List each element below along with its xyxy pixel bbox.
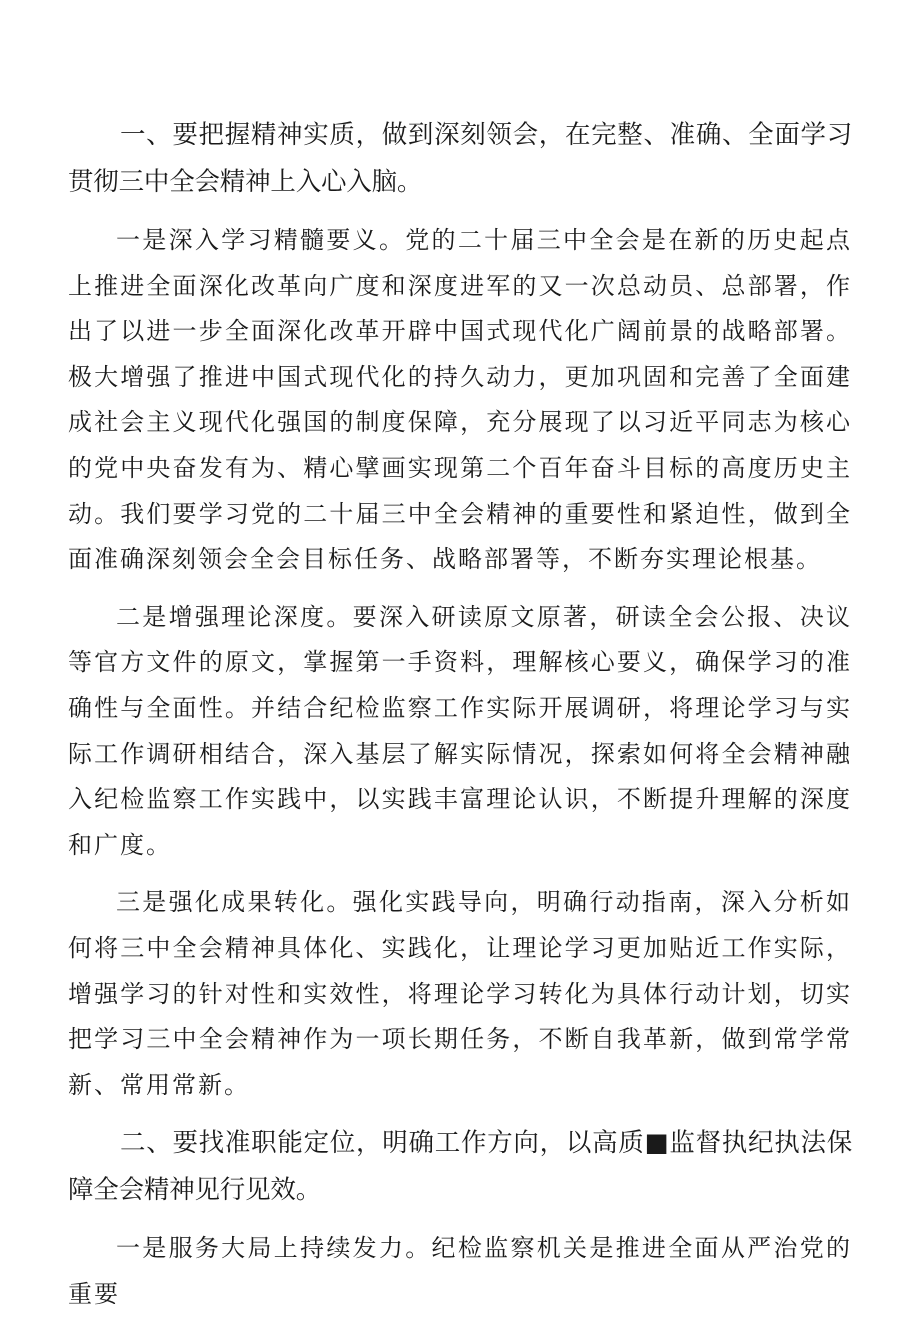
paragraph-3: 三是强化成果转化。强化实践导向，明确行动指南，深入分析如何将三中全会精神具体化、实践化，让理论学习更加贴近工作实际，增强学习的针对性和实效性，将理论学习转化为具体行动计划，切实把学习三中全会精神作为一项长期任务，不断自我革新，做到常学常新、常用常新。 [68, 888, 852, 1099]
paragraph-1: 一是深入学习精髓要义。党的二十届三中全会是在新的历史起点上推进全面深化改革向广度和深度进军的又一次总动员、总部署，作出了以进一步全面深化改革开辟中国式现代化广阔前景的战略部署。极大增强了推进中国式现代化的持久动力，更加巩固和完善了全面建成社会主义现代化强国的制度保障，充分展现了以习近平同志为核心的党中央奋发有为、精心擘画实现第二个百年奋斗目标的高度历史主动。我们要学习党的二十届三中全会精神的重要性和紧迫性，做到全面准确深刻领会全会目标任务、战略部署等，不断夯实理论根基。 [68, 226, 852, 574]
document-page [68, 112, 852, 1329]
section-heading-1: 一、要把握精神实质，做到深刻领会，在完整、准确、全面学习贯彻三中全会精神上入心入脑。 [68, 120, 852, 197]
paragraph-2: 二是增强理论深度。要深入研读原文原著，研读全会公报、决议等官方文件的原文，掌握第一手资料，理解核心要义，确保学习的准确性与全面性。并结合纪检监察工作实际开展调研，将理论学习与实际工作调研相结合，深入基层了解实际情况，探索如何将全会精神融入纪检监察工作实践中，以实践丰富理论认识，不断提升理解的深度和广度。 [68, 602, 852, 859]
paragraph-4: 一是服务大局上持续发力。纪检监察机关是推进全面从严治党的重要 [68, 1234, 852, 1308]
section-heading-2: 二、要找准职能定位，明确工作方向，以高质■监督执纪执法保障全会精神见行见效。 [68, 1128, 852, 1206]
